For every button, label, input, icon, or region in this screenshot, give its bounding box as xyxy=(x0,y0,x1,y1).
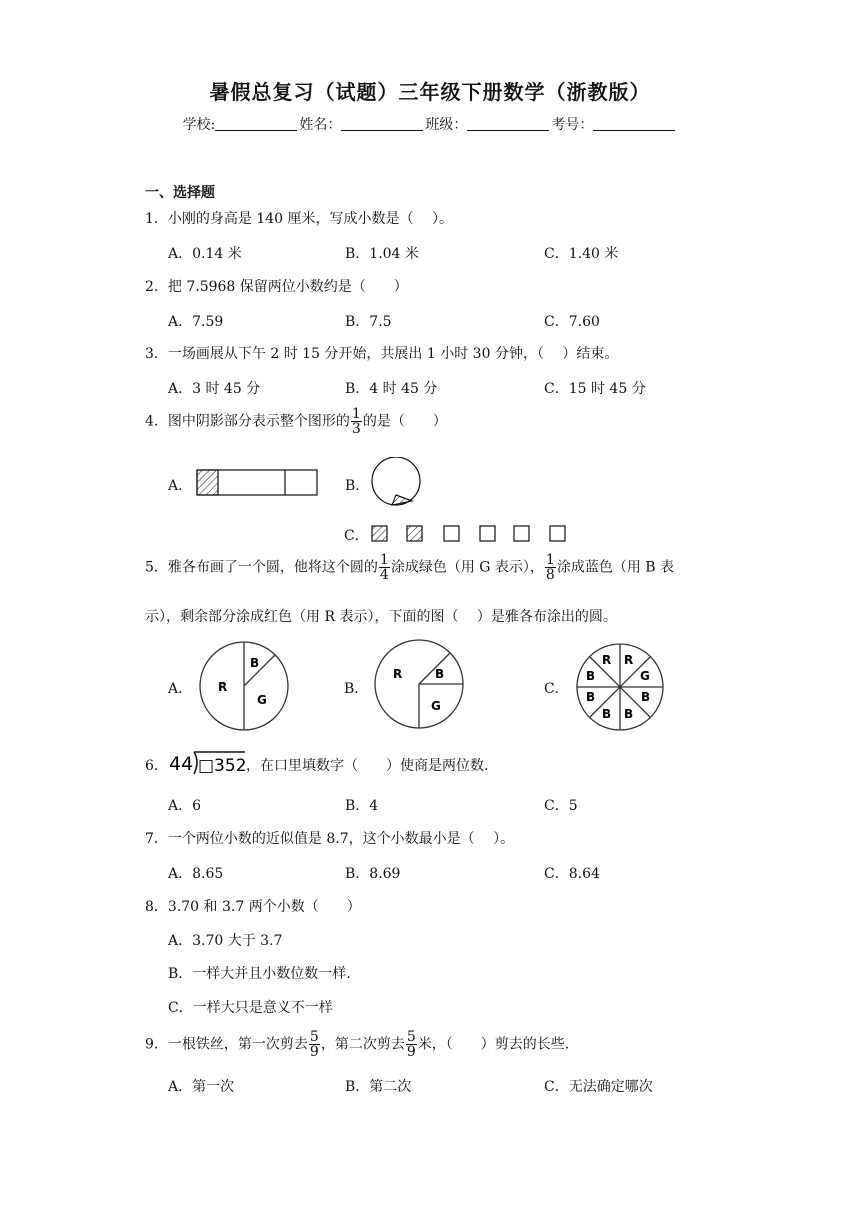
question-8-text: 8．3.70 和 3.7 两个小数（ ） xyxy=(145,899,361,915)
question-6-text: ，在口里填数字（ ）使商是两位数. xyxy=(246,758,489,774)
fraction-numerator: 1 xyxy=(545,552,555,568)
fraction-one-eighth xyxy=(545,553,556,582)
label-r: R xyxy=(218,680,228,694)
label-b: B xyxy=(250,656,260,670)
question-4-option-b[interactable]: B． xyxy=(345,478,370,494)
question-9-post: 米，（ ）剪去的长些. xyxy=(417,1036,570,1053)
fraction-one-quarter xyxy=(379,553,390,582)
label-b: B xyxy=(624,707,634,721)
fraction-numerator: 5 xyxy=(309,1029,319,1045)
question-8-option-a[interactable]: A．3.70 大于 3.7 xyxy=(168,933,283,949)
fraction-denominator: 4 xyxy=(379,567,389,583)
question-7-option-a[interactable]: A．8.65 xyxy=(168,866,224,882)
question-4-option-a[interactable]: A． xyxy=(168,478,193,494)
label-b: B xyxy=(602,707,612,721)
student-info-line xyxy=(0,114,860,134)
question-8-option-c[interactable]: C．一样大只是意义不一样 xyxy=(168,1000,333,1016)
label-b: B xyxy=(641,690,651,704)
label-g: G xyxy=(640,669,650,683)
fraction-denominator: 9 xyxy=(406,1044,416,1060)
question-4-post: 的是（ ） xyxy=(362,413,447,430)
option-b-circle-figure xyxy=(368,457,426,507)
question-9-pre: 9．一根铁丝，第一次剪去 xyxy=(145,1036,308,1053)
label-b: B xyxy=(586,690,596,704)
question-1-option-b[interactable]: B．1.04 米 xyxy=(345,246,419,262)
fraction-denominator: 3 xyxy=(351,421,361,437)
name-label: 姓名： xyxy=(299,117,342,133)
question-9-text xyxy=(145,1030,569,1059)
question-5-line-2: 示），剩余部分涂成红色（用 R 表示），下面的图（ ）是雅各布涂出的圆。 xyxy=(145,609,617,625)
label-r: R xyxy=(602,653,612,667)
dividend: □352 xyxy=(198,756,247,776)
question-2-option-a[interactable]: A．7.59 xyxy=(168,314,224,330)
question-7-text: 7．一个两位小数的近似值是 8.7，这个小数最小是（ ）。 xyxy=(145,831,515,847)
fraction-five-ninths xyxy=(309,1030,320,1059)
question-5-option-a[interactable]: A． xyxy=(168,681,193,697)
question-2-option-b[interactable]: B．7.5 xyxy=(345,314,392,330)
fraction-five-ninths-meters xyxy=(406,1030,417,1059)
question-5-line-1 xyxy=(145,553,674,582)
question-2-option-c[interactable]: C．7.60 xyxy=(544,314,600,330)
long-division-figure xyxy=(167,747,249,777)
question-9-option-a[interactable]: A．第一次 xyxy=(168,1079,235,1095)
name-blank[interactable] xyxy=(341,116,423,131)
option-a-bar-figure xyxy=(196,469,320,497)
question-3-text: 3．一场画展从下午 2 时 15 分开始，共展出 1 小时 30 分钟，（ ）结束。 xyxy=(145,346,619,362)
question-7-option-b[interactable]: B．8.69 xyxy=(345,866,401,882)
question-1-option-c[interactable]: C．1.40 米 xyxy=(544,246,619,262)
divisor: 44 xyxy=(169,753,194,775)
fraction-numerator: 5 xyxy=(406,1029,416,1045)
question-4-option-c[interactable]: C． xyxy=(344,528,369,544)
label-g: G xyxy=(257,693,267,707)
class-label: 班级： xyxy=(425,117,468,133)
question-4-pre: 4．图中阴影部分表示整个图形的 xyxy=(145,413,350,430)
question-5-option-b[interactable]: B． xyxy=(344,681,369,697)
page-title: 暑假总复习（试题）三年级下册数学（浙教版） xyxy=(209,80,651,104)
question-1-option-a[interactable]: A．0.14 米 xyxy=(168,246,242,262)
question-6-option-a[interactable]: A．6 xyxy=(168,798,202,814)
label-r: R xyxy=(393,667,403,681)
option-a-pie-figure xyxy=(198,640,290,732)
school-blank[interactable] xyxy=(215,116,297,131)
question-3-option-c[interactable]: C．15 时 45 分 xyxy=(544,381,646,397)
school-label: 学校: xyxy=(182,117,216,133)
question-4-text xyxy=(145,407,447,436)
question-9-option-b[interactable]: B．第二次 xyxy=(345,1079,412,1095)
question-6-number: 6． xyxy=(145,758,168,774)
question-9-option-c[interactable]: C．无法确定哪次 xyxy=(544,1079,653,1095)
question-9-mid: ，第二次剪去 xyxy=(320,1036,405,1053)
label-b: B xyxy=(435,667,445,681)
option-b-pie-figure xyxy=(373,638,465,730)
fraction-numerator: 1 xyxy=(351,406,361,422)
label-r: R xyxy=(624,653,634,667)
question-5-part-3: 涂成蓝色（用 B 表 xyxy=(556,559,675,576)
fraction-numerator: 1 xyxy=(379,552,389,568)
question-5-part-2: 涂成绿色（用 G 表示）， xyxy=(390,559,544,576)
fraction-denominator: 8 xyxy=(545,567,555,583)
question-6-option-b[interactable]: B．4 xyxy=(345,798,379,814)
question-1-text: 1．小刚的身高是 140 厘米，写成小数是（ ）。 xyxy=(145,211,453,227)
question-5-part-1: 5．雅各布画了一个圆，他将这个圆的 xyxy=(145,559,378,576)
question-7-option-c[interactable]: C．8.64 xyxy=(544,866,600,882)
exam-label: 考号： xyxy=(551,117,594,133)
class-blank[interactable] xyxy=(467,116,549,131)
question-8-option-b[interactable]: B．一样大并且小数位数一样. xyxy=(168,966,351,982)
question-6-option-c[interactable]: C．5 xyxy=(544,798,578,814)
exam-blank[interactable] xyxy=(593,116,675,131)
question-3-option-b[interactable]: B．4 时 45 分 xyxy=(345,381,438,397)
label-g: G xyxy=(431,699,441,713)
fraction-denominator: 9 xyxy=(309,1044,319,1060)
option-c-pie-figure xyxy=(575,642,665,732)
fraction-one-third xyxy=(351,407,362,436)
label-b: B xyxy=(586,669,596,683)
question-2-text: 2．把 7.5968 保留两位小数约是（ ） xyxy=(145,279,408,295)
question-3-option-a[interactable]: A．3 时 45 分 xyxy=(168,381,261,397)
option-c-squares-figure xyxy=(370,524,570,544)
question-5-option-c[interactable]: C． xyxy=(544,681,569,697)
section-heading: 一、选择题 xyxy=(145,185,215,201)
